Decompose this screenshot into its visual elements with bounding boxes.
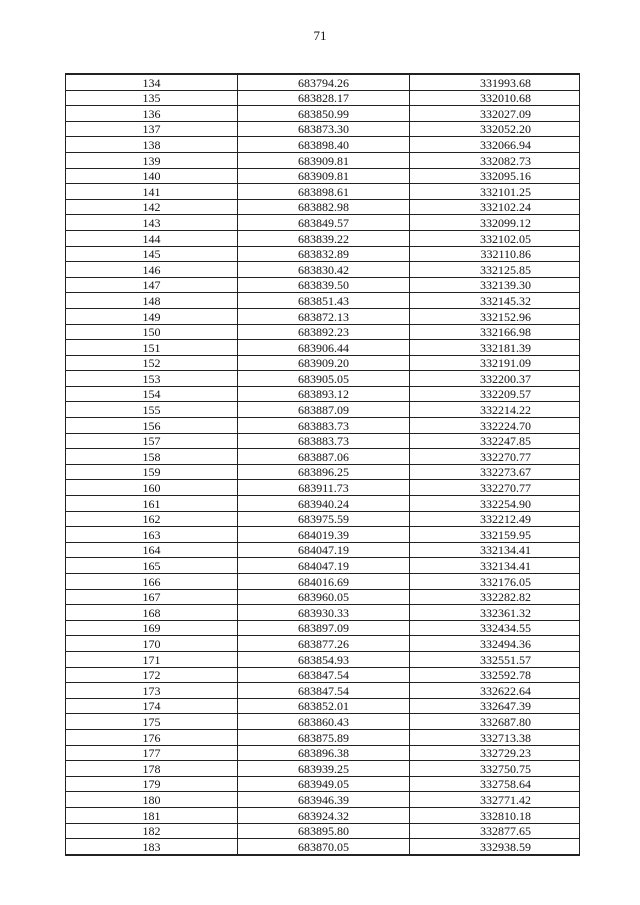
table-row [66, 542, 580, 558]
table-row [66, 823, 580, 839]
table-row [66, 605, 580, 621]
x-coordinate-cell: 683852.01 [238, 698, 410, 714]
table-row [66, 480, 580, 496]
point-number-cell: 156 [66, 418, 238, 434]
y-coordinate-cell: 332101.25 [410, 184, 580, 200]
point-number-cell: 174 [66, 698, 238, 714]
y-coordinate-cell: 332027.09 [410, 106, 580, 122]
point-number-cell: 178 [66, 761, 238, 777]
point-number-cell: 182 [66, 823, 238, 839]
table-row [66, 527, 580, 543]
x-coordinate-cell: 683882.98 [238, 199, 410, 215]
y-coordinate-cell: 332176.05 [410, 574, 580, 590]
point-number-cell: 152 [66, 355, 238, 371]
point-number-cell: 173 [66, 683, 238, 699]
point-number-cell: 144 [66, 230, 238, 246]
table-row [66, 262, 580, 278]
point-number-cell: 164 [66, 542, 238, 558]
y-coordinate-cell: 332110.86 [410, 246, 580, 262]
x-coordinate-cell: 683909.81 [238, 152, 410, 168]
y-coordinate-cell: 332082.73 [410, 152, 580, 168]
x-coordinate-cell: 683847.54 [238, 667, 410, 683]
x-coordinate-cell: 683897.09 [238, 620, 410, 636]
point-number-cell: 136 [66, 106, 238, 122]
y-coordinate-cell: 332494.36 [410, 636, 580, 652]
point-number-cell: 160 [66, 480, 238, 496]
point-number-cell: 168 [66, 605, 238, 621]
x-coordinate-cell: 683875.89 [238, 729, 410, 745]
y-coordinate-cell: 332102.05 [410, 230, 580, 246]
y-coordinate-cell: 332750.75 [410, 761, 580, 777]
y-coordinate-cell: 332270.77 [410, 449, 580, 465]
table-row [66, 667, 580, 683]
point-number-cell: 176 [66, 729, 238, 745]
table-row [66, 558, 580, 574]
y-coordinate-cell: 332282.82 [410, 589, 580, 605]
table-row [66, 355, 580, 371]
x-coordinate-cell: 683839.50 [238, 277, 410, 293]
coordinates-table [65, 73, 580, 856]
y-coordinate-cell: 332102.24 [410, 199, 580, 215]
x-coordinate-cell: 683872.13 [238, 308, 410, 324]
y-coordinate-cell: 332877.65 [410, 823, 580, 839]
point-number-cell: 177 [66, 745, 238, 761]
table-row [66, 386, 580, 402]
table-row [66, 137, 580, 153]
point-number-cell: 141 [66, 184, 238, 200]
point-number-cell: 137 [66, 121, 238, 137]
point-number-cell: 169 [66, 620, 238, 636]
table-row [66, 340, 580, 356]
point-number-cell: 170 [66, 636, 238, 652]
x-coordinate-cell: 683794.26 [238, 74, 410, 90]
table-row [66, 324, 580, 340]
x-coordinate-cell: 683883.73 [238, 418, 410, 434]
y-coordinate-cell: 332139.30 [410, 277, 580, 293]
table-row [66, 698, 580, 714]
x-coordinate-cell: 684047.19 [238, 542, 410, 558]
point-number-cell: 143 [66, 215, 238, 231]
x-coordinate-cell: 683839.22 [238, 230, 410, 246]
point-number-cell: 175 [66, 714, 238, 730]
coordinates-table-body [66, 74, 580, 855]
point-number-cell: 158 [66, 449, 238, 465]
point-number-cell: 183 [66, 839, 238, 855]
point-number-cell: 151 [66, 340, 238, 356]
x-coordinate-cell: 684016.69 [238, 574, 410, 590]
x-coordinate-cell: 683895.80 [238, 823, 410, 839]
table-row [66, 807, 580, 823]
y-coordinate-cell: 332010.68 [410, 90, 580, 106]
x-coordinate-cell: 683924.32 [238, 807, 410, 823]
x-coordinate-cell: 683909.81 [238, 168, 410, 184]
y-coordinate-cell: 332434.55 [410, 620, 580, 636]
x-coordinate-cell: 683975.59 [238, 511, 410, 527]
y-coordinate-cell: 332052.20 [410, 121, 580, 137]
x-coordinate-cell: 683898.40 [238, 137, 410, 153]
table-row [66, 792, 580, 808]
x-coordinate-cell: 683883.73 [238, 433, 410, 449]
point-number-cell: 135 [66, 90, 238, 106]
point-number-cell: 142 [66, 199, 238, 215]
x-coordinate-cell: 683960.05 [238, 589, 410, 605]
page-number: 71 [313, 28, 327, 43]
x-coordinate-cell: 683870.05 [238, 839, 410, 855]
x-coordinate-cell: 683850.99 [238, 106, 410, 122]
table-row [66, 215, 580, 231]
table-row [66, 308, 580, 324]
point-number-cell: 147 [66, 277, 238, 293]
table-row [66, 620, 580, 636]
x-coordinate-cell: 683911.73 [238, 480, 410, 496]
y-coordinate-cell: 332938.59 [410, 839, 580, 855]
table-row [66, 293, 580, 309]
x-coordinate-cell: 683949.05 [238, 776, 410, 792]
y-coordinate-cell: 332361.32 [410, 605, 580, 621]
x-coordinate-cell: 683893.12 [238, 386, 410, 402]
x-coordinate-cell: 683892.23 [238, 324, 410, 340]
point-number-cell: 153 [66, 371, 238, 387]
y-coordinate-cell: 332134.41 [410, 558, 580, 574]
y-coordinate-cell: 332687.80 [410, 714, 580, 730]
x-coordinate-cell: 683940.24 [238, 496, 410, 512]
table-row [66, 90, 580, 106]
point-number-cell: 165 [66, 558, 238, 574]
x-coordinate-cell: 684019.39 [238, 527, 410, 543]
table-row [66, 230, 580, 246]
x-coordinate-cell: 683849.57 [238, 215, 410, 231]
y-coordinate-cell: 332191.09 [410, 355, 580, 371]
x-coordinate-cell: 683896.25 [238, 464, 410, 480]
y-coordinate-cell: 332551.57 [410, 651, 580, 667]
y-coordinate-cell: 332758.64 [410, 776, 580, 792]
table-row [66, 714, 580, 730]
point-number-cell: 163 [66, 527, 238, 543]
x-coordinate-cell: 683939.25 [238, 761, 410, 777]
point-number-cell: 179 [66, 776, 238, 792]
table-row [66, 433, 580, 449]
y-coordinate-cell: 332729.23 [410, 745, 580, 761]
table-row [66, 184, 580, 200]
y-coordinate-cell: 332647.39 [410, 698, 580, 714]
y-coordinate-cell: 332592.78 [410, 667, 580, 683]
y-coordinate-cell: 332270.77 [410, 480, 580, 496]
point-number-cell: 171 [66, 651, 238, 667]
y-coordinate-cell: 332224.70 [410, 418, 580, 434]
x-coordinate-cell: 683909.20 [238, 355, 410, 371]
point-number-cell: 155 [66, 402, 238, 418]
point-number-cell: 145 [66, 246, 238, 262]
y-coordinate-cell: 332209.57 [410, 386, 580, 402]
y-coordinate-cell: 332134.41 [410, 542, 580, 558]
point-number-cell: 149 [66, 308, 238, 324]
table-row [66, 371, 580, 387]
x-coordinate-cell: 683828.17 [238, 90, 410, 106]
x-coordinate-cell: 683905.05 [238, 371, 410, 387]
y-coordinate-cell: 332066.94 [410, 137, 580, 153]
table-row [66, 449, 580, 465]
x-coordinate-cell: 683930.33 [238, 605, 410, 621]
y-coordinate-cell: 332125.85 [410, 262, 580, 278]
table-row [66, 106, 580, 122]
y-coordinate-cell: 332254.90 [410, 496, 580, 512]
point-number-cell: 166 [66, 574, 238, 590]
table-row [66, 574, 580, 590]
table-row [66, 121, 580, 137]
point-number-cell: 139 [66, 152, 238, 168]
x-coordinate-cell: 683873.30 [238, 121, 410, 137]
x-coordinate-cell: 683830.42 [238, 262, 410, 278]
y-coordinate-cell: 332273.67 [410, 464, 580, 480]
y-coordinate-cell: 332622.64 [410, 683, 580, 699]
table-row [66, 761, 580, 777]
y-coordinate-cell: 332166.98 [410, 324, 580, 340]
x-coordinate-cell: 683906.44 [238, 340, 410, 356]
table-row [66, 729, 580, 745]
point-number-cell: 180 [66, 792, 238, 808]
y-coordinate-cell: 332771.42 [410, 792, 580, 808]
x-coordinate-cell: 683877.26 [238, 636, 410, 652]
y-coordinate-cell: 332159.95 [410, 527, 580, 543]
point-number-cell: 140 [66, 168, 238, 184]
table-row [66, 168, 580, 184]
y-coordinate-cell: 332099.12 [410, 215, 580, 231]
point-number-cell: 157 [66, 433, 238, 449]
table-row [66, 464, 580, 480]
table-row [66, 589, 580, 605]
table-row [66, 511, 580, 527]
y-coordinate-cell: 332145.32 [410, 293, 580, 309]
x-coordinate-cell: 683887.06 [238, 449, 410, 465]
point-number-cell: 172 [66, 667, 238, 683]
table-row [66, 496, 580, 512]
y-coordinate-cell: 332212.49 [410, 511, 580, 527]
point-number-cell: 146 [66, 262, 238, 278]
point-number-cell: 161 [66, 496, 238, 512]
table-row [66, 402, 580, 418]
x-coordinate-cell: 683887.09 [238, 402, 410, 418]
x-coordinate-cell: 683898.61 [238, 184, 410, 200]
table-row [66, 683, 580, 699]
y-coordinate-cell: 332181.39 [410, 340, 580, 356]
y-coordinate-cell: 332095.16 [410, 168, 580, 184]
x-coordinate-cell: 683851.43 [238, 293, 410, 309]
table-row [66, 839, 580, 855]
table-row [66, 277, 580, 293]
y-coordinate-cell: 332152.96 [410, 308, 580, 324]
x-coordinate-cell: 683847.54 [238, 683, 410, 699]
x-coordinate-cell: 683860.43 [238, 714, 410, 730]
point-number-cell: 162 [66, 511, 238, 527]
point-number-cell: 181 [66, 807, 238, 823]
table-row [66, 776, 580, 792]
point-number-cell: 154 [66, 386, 238, 402]
table-row [66, 418, 580, 434]
x-coordinate-cell: 684047.19 [238, 558, 410, 574]
point-number-cell: 148 [66, 293, 238, 309]
y-coordinate-cell: 332810.18 [410, 807, 580, 823]
point-number-cell: 159 [66, 464, 238, 480]
x-coordinate-cell: 683896.38 [238, 745, 410, 761]
table-row [66, 745, 580, 761]
x-coordinate-cell: 683854.93 [238, 651, 410, 667]
y-coordinate-cell: 332713.38 [410, 729, 580, 745]
y-coordinate-cell: 331993.68 [410, 74, 580, 90]
y-coordinate-cell: 332214.22 [410, 402, 580, 418]
table-row [66, 651, 580, 667]
y-coordinate-cell: 332200.37 [410, 371, 580, 387]
table-row [66, 199, 580, 215]
table-row [66, 636, 580, 652]
point-number-cell: 138 [66, 137, 238, 153]
y-coordinate-cell: 332247.85 [410, 433, 580, 449]
x-coordinate-cell: 683832.89 [238, 246, 410, 262]
point-number-cell: 167 [66, 589, 238, 605]
point-number-cell: 134 [66, 74, 238, 90]
x-coordinate-cell: 683946.39 [238, 792, 410, 808]
table-row [66, 246, 580, 262]
point-number-cell: 150 [66, 324, 238, 340]
table-row [66, 152, 580, 168]
table-row [66, 74, 580, 90]
